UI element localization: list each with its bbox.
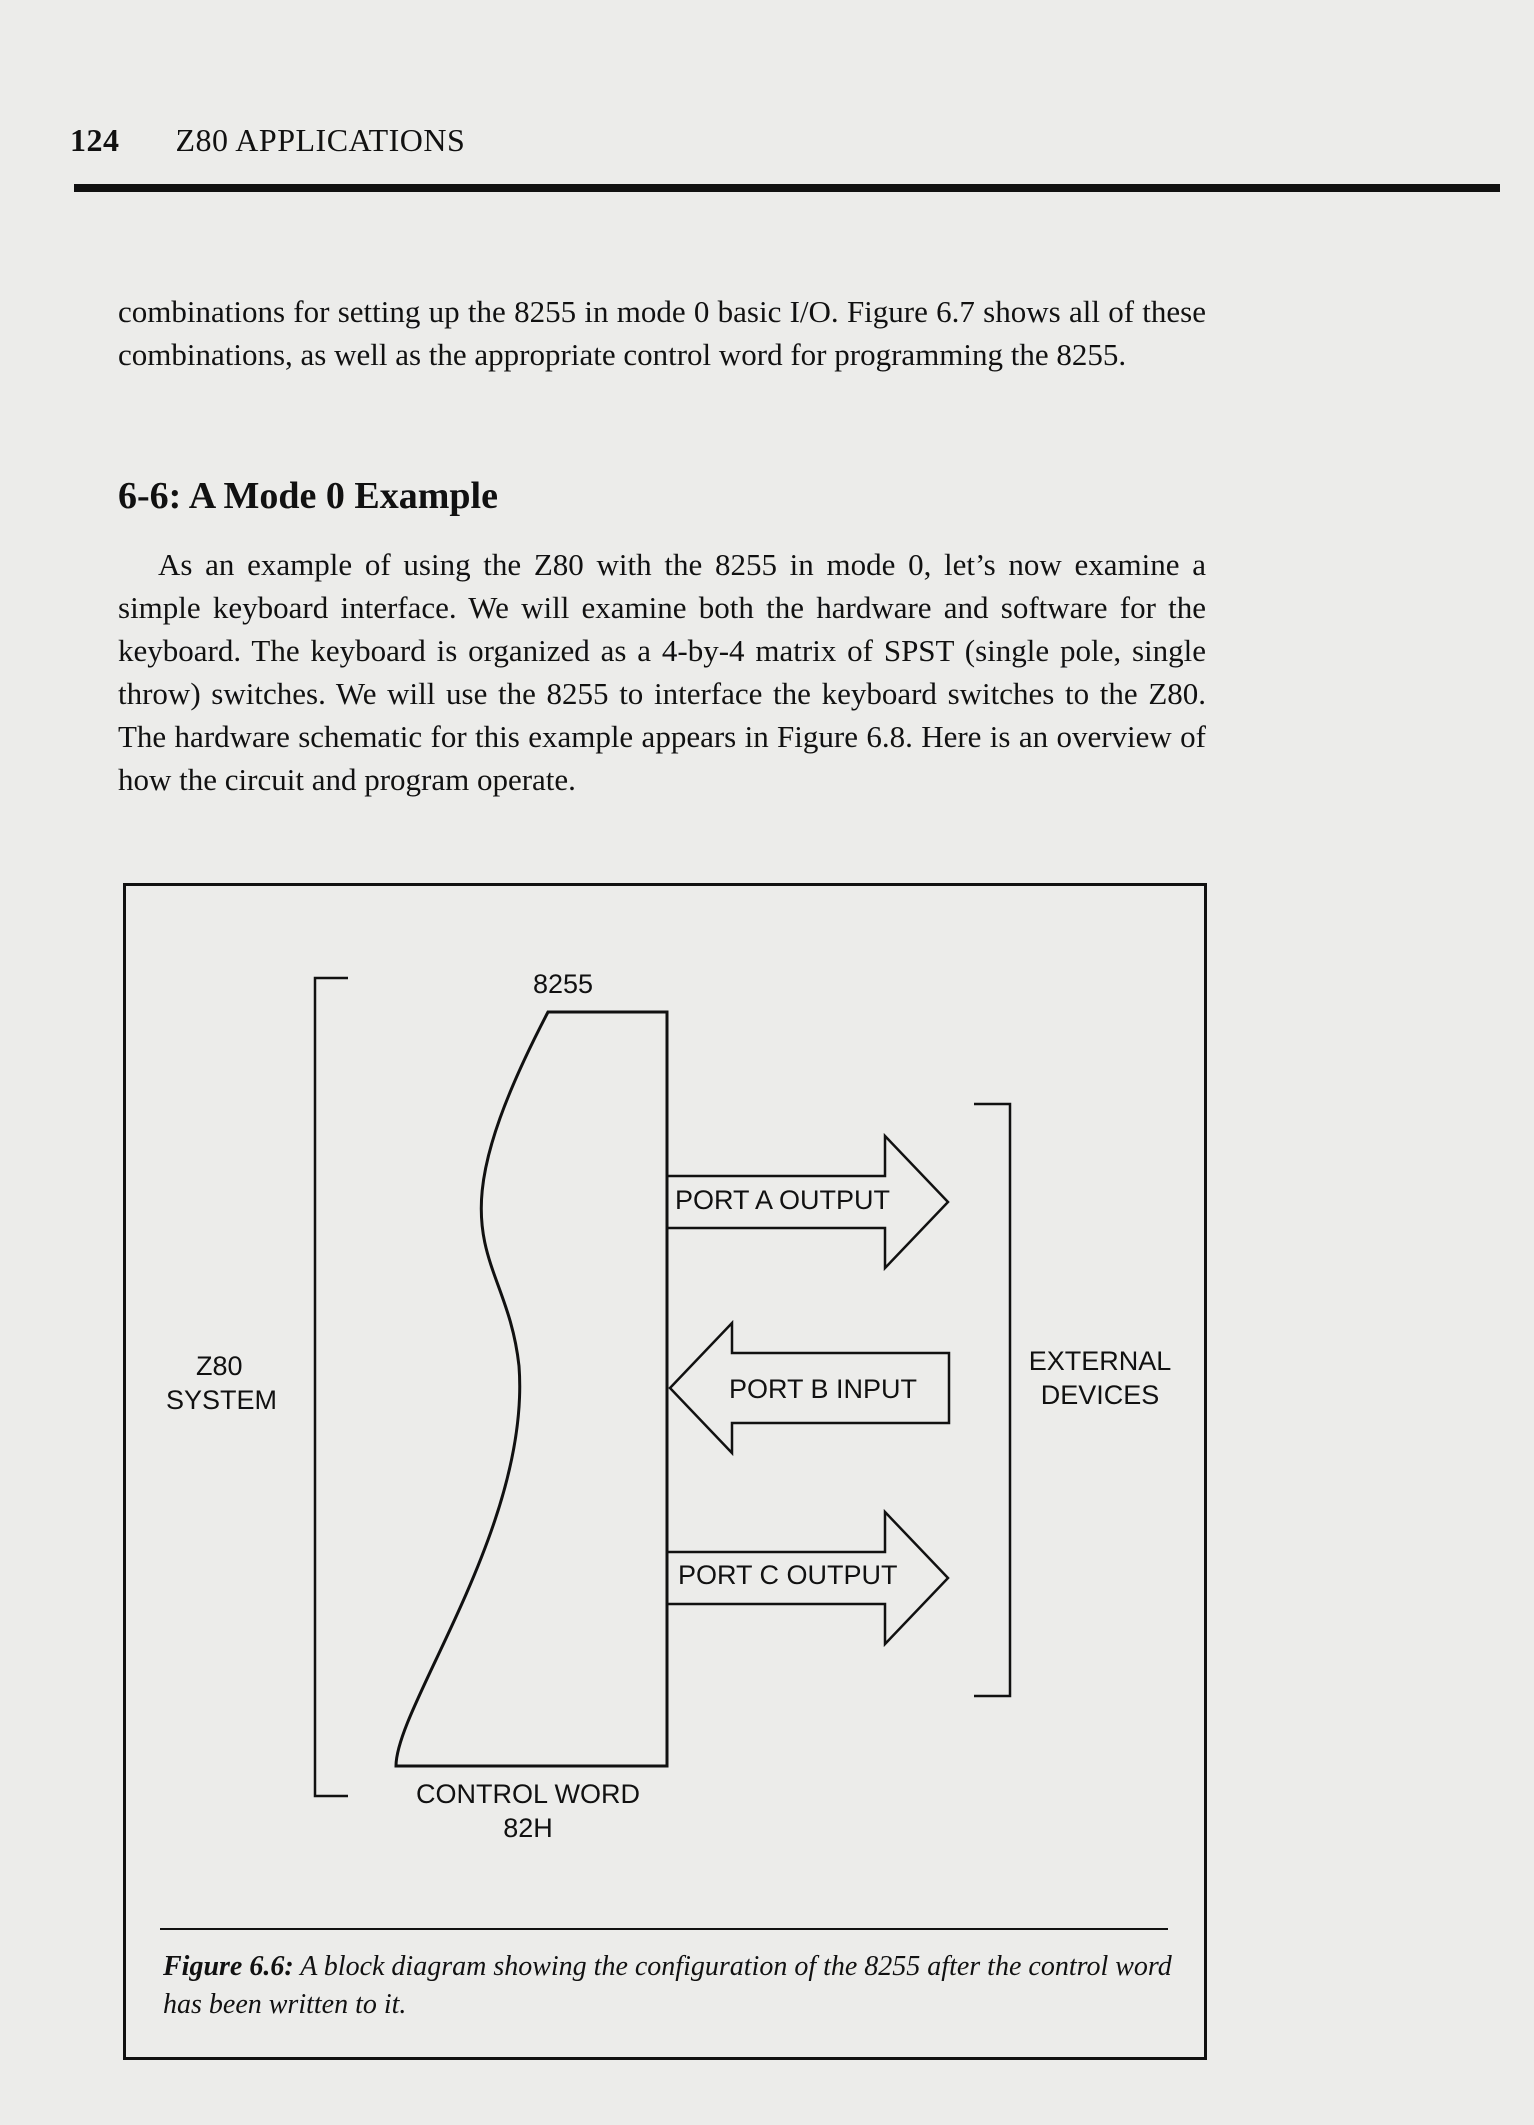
z80-system-bracket [315,978,348,1796]
port-a-label: PORT A OUTPUT [675,1185,891,1215]
figure-caption [163,1948,1173,2024]
chip-label: 8255 [532,969,594,999]
header-rule [74,184,1500,192]
port-b-label: PORT B INPUT [729,1374,918,1404]
paragraph-2: As an example of using the Z80 with the 8255 in mode 0, let’s now examine a simple keyboard interface. We will examine both the hardware and software for the keyboard. The keyboard is organized as a 4-by-4 matrix of SPST (single pole, single throw) switches. We will use the 8255 to interface the keyboard switches to the Z80. The hardware schematic for this example appears in Figure 6.8. Here is an overview of how the circuit and program operate. [118,547,1206,797]
running-header [70,122,465,159]
section-heading: 6-6: A Mode 0 Example [118,475,498,517]
figure-caption-text: A block diagram showing the configuration of the 8255 after the control word has been written to it. [163,1951,1172,2020]
paragraph-1: combinations for setting up the 8255 in mode 0 basic I/O. Figure 6.7 shows all of these combinations, as well as the appropriate control word for programming the 8255. [118,294,1206,372]
control-word-label: CONTROL WORD [416,1779,640,1809]
port-c-label: PORT C OUTPUT [678,1560,898,1590]
page-number: 124 [70,122,120,158]
external-devices-bracket [974,1104,1010,1696]
chip-8255-outline [396,1012,667,1766]
caption-rule [160,1928,1168,1930]
devices-label: DEVICES [1040,1380,1160,1410]
control-word-value: 82H [503,1813,553,1843]
external-label: EXTERNAL [1028,1346,1172,1376]
z80-label: Z80 [196,1351,243,1381]
running-title: Z80 APPLICATIONS [175,122,466,158]
block-diagram [126,886,1204,1886]
figure-caption-label: Figure 6.6: [163,1951,294,1982]
system-label: SYSTEM [166,1385,278,1415]
